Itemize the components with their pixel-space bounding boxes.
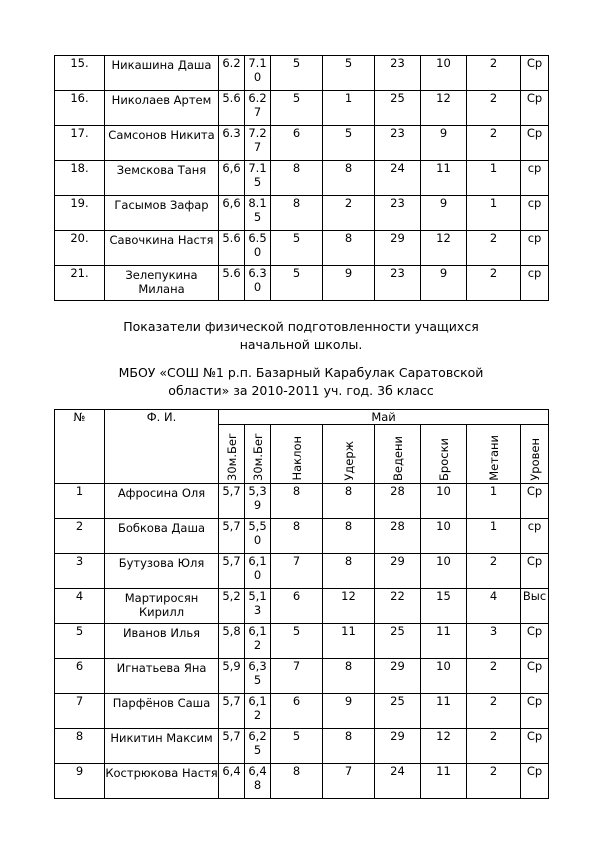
throwing-cell: 2 <box>467 126 521 161</box>
level-cell: ср <box>521 266 549 301</box>
row-number-cell: 4 <box>55 589 105 624</box>
level-cell: Ср <box>521 554 549 589</box>
throws-cell: 12 <box>421 91 467 126</box>
throws-cell: 11 <box>421 694 467 729</box>
hold-cell: 5 <box>323 56 375 91</box>
hold-cell: 8 <box>323 161 375 196</box>
forward-bend-cell: 5 <box>271 729 323 764</box>
student-name-cell: Гасымов Зафар <box>105 196 219 231</box>
row-number-cell: 5 <box>55 624 105 659</box>
run-30m-1-cell: 5,8 <box>219 624 245 659</box>
throwing-cell: 1 <box>467 519 521 554</box>
throws-cell: 9 <box>421 126 467 161</box>
report-title-line-1: Показатели физической подготовленности учащихся <box>123 319 479 334</box>
header-test-label: Метани <box>486 435 501 481</box>
row-number-cell: 2 <box>55 519 105 554</box>
table-row <box>55 91 549 126</box>
run-30m-2-cell: 5,50 <box>245 519 271 554</box>
row-number-cell: 6 <box>55 659 105 694</box>
hold-cell: 11 <box>323 624 375 659</box>
throwing-cell: 2 <box>467 266 521 301</box>
student-name-cell: Земскова Таня <box>105 161 219 196</box>
table-row <box>55 196 549 231</box>
row-number-cell: 7 <box>55 694 105 729</box>
throwing-cell: 2 <box>467 659 521 694</box>
dribble-cell: 23 <box>375 196 421 231</box>
dribble-cell: 28 <box>375 519 421 554</box>
throws-cell: 10 <box>421 519 467 554</box>
throws-cell: 10 <box>421 56 467 91</box>
fitness-results-table <box>54 409 549 799</box>
dribble-cell: 25 <box>375 91 421 126</box>
forward-bend-cell: 5 <box>271 266 323 301</box>
header-test-column <box>219 425 245 484</box>
table-row <box>55 659 549 694</box>
level-cell: Ср <box>521 624 549 659</box>
run-30m-2-cell: 7.27 <box>245 126 271 161</box>
run-30m-2-cell: 6.27 <box>245 91 271 126</box>
row-number-cell: 3 <box>55 554 105 589</box>
throws-cell: 12 <box>421 729 467 764</box>
dribble-cell: 23 <box>375 126 421 161</box>
dribble-cell: 25 <box>375 624 421 659</box>
header-number: № <box>55 410 105 484</box>
throws-cell: 11 <box>421 624 467 659</box>
level-cell: ср <box>521 161 549 196</box>
header-test-column <box>245 425 271 484</box>
results-table-continued-body <box>55 56 549 301</box>
row-number-cell: 15. <box>55 56 105 91</box>
level-cell: Ср <box>521 764 549 799</box>
student-name-cell: Бутузова Юля <box>105 554 219 589</box>
hold-cell: 8 <box>323 659 375 694</box>
throwing-cell: 1 <box>467 161 521 196</box>
student-name-cell: Иванов Илья <box>105 624 219 659</box>
throwing-cell: 2 <box>467 764 521 799</box>
forward-bend-cell: 6 <box>271 694 323 729</box>
throws-cell: 9 <box>421 266 467 301</box>
level-cell: Ср <box>521 484 549 519</box>
run-30m-2-cell: 7.10 <box>245 56 271 91</box>
header-test-label: Броски <box>436 438 451 481</box>
level-cell: Выс <box>521 589 549 624</box>
run-30m-2-cell: 6.30 <box>245 266 271 301</box>
hold-cell: 7 <box>323 764 375 799</box>
hold-cell: 9 <box>323 266 375 301</box>
run-30m-2-cell: 6,12 <box>245 694 271 729</box>
throwing-cell: 3 <box>467 624 521 659</box>
header-test-column <box>271 425 323 484</box>
header-test-label: Наклон <box>289 436 304 481</box>
header-test-column <box>467 425 521 484</box>
row-number-cell: 21. <box>55 266 105 301</box>
throwing-cell: 2 <box>467 729 521 764</box>
throwing-cell: 4 <box>467 589 521 624</box>
run-30m-2-cell: 6,25 <box>245 729 271 764</box>
row-number-cell: 8 <box>55 729 105 764</box>
throws-cell: 9 <box>421 196 467 231</box>
level-cell: Ср <box>521 91 549 126</box>
hold-cell: 9 <box>323 694 375 729</box>
dribble-cell: 28 <box>375 484 421 519</box>
row-number-cell: 17. <box>55 126 105 161</box>
forward-bend-cell: 8 <box>271 161 323 196</box>
student-name-cell: Никитин Максим <box>105 729 219 764</box>
hold-cell: 12 <box>323 589 375 624</box>
forward-bend-cell: 8 <box>271 519 323 554</box>
table-row <box>55 484 549 519</box>
run-30m-1-cell: 5,2 <box>219 589 245 624</box>
run-30m-2-cell: 6,48 <box>245 764 271 799</box>
table-row <box>55 554 549 589</box>
table-row <box>55 589 549 624</box>
student-name-cell: Афросина Оля <box>105 484 219 519</box>
throws-cell: 10 <box>421 554 467 589</box>
forward-bend-cell: 5 <box>271 231 323 266</box>
hold-cell: 8 <box>323 231 375 266</box>
level-cell: Ср <box>521 126 549 161</box>
throws-cell: 11 <box>421 161 467 196</box>
level-cell: Ср <box>521 659 549 694</box>
level-cell: Ср <box>521 56 549 91</box>
header-test-label: Ведени <box>390 436 405 481</box>
run-30m-1-cell: 6.2 <box>219 56 245 91</box>
level-cell: ср <box>521 196 549 231</box>
student-name-cell: Парфёнов Саша <box>105 694 219 729</box>
table-row <box>55 729 549 764</box>
row-number-cell: 18. <box>55 161 105 196</box>
table-row <box>55 519 549 554</box>
student-name-cell: Николаев Артем <box>105 91 219 126</box>
report-title-line-2: начальной школы. <box>239 337 363 352</box>
student-name-cell: Мартиросян Кирилл <box>105 589 219 624</box>
student-name-cell: Никашина Даша <box>105 56 219 91</box>
student-name-cell: Савочкина Настя <box>105 231 219 266</box>
run-30m-1-cell: 6.3 <box>219 126 245 161</box>
table-row <box>55 56 549 91</box>
run-30m-2-cell: 8.15 <box>245 196 271 231</box>
run-30m-1-cell: 5.6 <box>219 266 245 301</box>
dribble-cell: 23 <box>375 266 421 301</box>
throwing-cell: 2 <box>467 56 521 91</box>
forward-bend-cell: 5 <box>271 624 323 659</box>
dribble-cell: 24 <box>375 161 421 196</box>
throws-cell: 10 <box>421 659 467 694</box>
row-number-cell: 16. <box>55 91 105 126</box>
student-name-cell: Игнатьева Яна <box>105 659 219 694</box>
run-30m-1-cell: 5,7 <box>219 694 245 729</box>
fitness-results-table-body <box>55 484 549 799</box>
row-number-cell: 20. <box>55 231 105 266</box>
run-30m-2-cell: 5,39 <box>245 484 271 519</box>
forward-bend-cell: 8 <box>271 196 323 231</box>
run-30m-2-cell: 7.15 <box>245 161 271 196</box>
header-test-column <box>323 425 375 484</box>
run-30m-1-cell: 5,7 <box>219 729 245 764</box>
run-30m-1-cell: 5.6 <box>219 231 245 266</box>
level-cell: Ср <box>521 694 549 729</box>
throwing-cell: 2 <box>467 554 521 589</box>
dribble-cell: 29 <box>375 659 421 694</box>
header-test-column <box>421 425 467 484</box>
level-cell: ср <box>521 519 549 554</box>
results-table-continued <box>54 55 549 301</box>
student-name-cell: Самсонов Никита <box>105 126 219 161</box>
throws-cell: 11 <box>421 764 467 799</box>
run-30m-1-cell: 5.6 <box>219 91 245 126</box>
hold-cell: 8 <box>323 519 375 554</box>
run-30m-1-cell: 6,4 <box>219 764 245 799</box>
hold-cell: 8 <box>323 484 375 519</box>
table-row <box>55 126 549 161</box>
dribble-cell: 29 <box>375 729 421 764</box>
forward-bend-cell: 8 <box>271 484 323 519</box>
throwing-cell: 2 <box>467 91 521 126</box>
run-30m-1-cell: 6,6 <box>219 161 245 196</box>
run-30m-1-cell: 5,7 <box>219 519 245 554</box>
run-30m-2-cell: 6.50 <box>245 231 271 266</box>
header-test-column <box>375 425 421 484</box>
table-row <box>55 161 549 196</box>
throws-cell: 15 <box>421 589 467 624</box>
student-name-cell: Зелепукина Милана <box>105 266 219 301</box>
run-30m-1-cell: 5,7 <box>219 554 245 589</box>
row-number-cell: 19. <box>55 196 105 231</box>
run-30m-2-cell: 6,12 <box>245 624 271 659</box>
forward-bend-cell: 7 <box>271 659 323 694</box>
report-subtitle-line-1: МБОУ «СОШ №1 р.п. Базарный Карабулак Саратовской <box>118 365 484 380</box>
forward-bend-cell: 6 <box>271 126 323 161</box>
dribble-cell: 29 <box>375 554 421 589</box>
hold-cell: 1 <box>323 91 375 126</box>
throwing-cell: 2 <box>467 694 521 729</box>
table-row <box>55 624 549 659</box>
dribble-cell: 24 <box>375 764 421 799</box>
level-cell: Ср <box>521 729 549 764</box>
student-name-cell: Бобкова Даша <box>105 519 219 554</box>
level-cell: ср <box>521 231 549 266</box>
header-test-column <box>521 425 549 484</box>
hold-cell: 2 <box>323 196 375 231</box>
run-30m-1-cell: 6,6 <box>219 196 245 231</box>
hold-cell: 8 <box>323 729 375 764</box>
dribble-cell: 23 <box>375 56 421 91</box>
hold-cell: 5 <box>323 126 375 161</box>
throwing-cell: 2 <box>467 231 521 266</box>
forward-bend-cell: 5 <box>271 56 323 91</box>
header-test-label: 30м.Бег <box>250 433 265 481</box>
run-30m-2-cell: 6,10 <box>245 554 271 589</box>
header-month: Май <box>219 410 549 425</box>
run-30m-1-cell: 5,9 <box>219 659 245 694</box>
table-row <box>55 266 549 301</box>
hold-cell: 8 <box>323 554 375 589</box>
report-subtitle-line-2: области» за 2010-2011 уч. год. 3б класс <box>168 383 434 398</box>
dribble-cell: 25 <box>375 694 421 729</box>
throwing-cell: 1 <box>467 196 521 231</box>
row-number-cell: 1 <box>55 484 105 519</box>
header-test-label: 30м.Бег <box>224 433 239 481</box>
header-name: Ф. И. <box>105 410 219 484</box>
student-name-cell: Кострюкова Настя <box>105 764 219 799</box>
table-row <box>55 694 549 729</box>
forward-bend-cell: 8 <box>271 764 323 799</box>
header-test-label: Удерж <box>341 441 356 481</box>
run-30m-2-cell: 5,13 <box>245 589 271 624</box>
run-30m-1-cell: 5,7 <box>219 484 245 519</box>
forward-bend-cell: 7 <box>271 554 323 589</box>
table-row <box>55 764 549 799</box>
throws-cell: 12 <box>421 231 467 266</box>
row-number-cell: 9 <box>55 764 105 799</box>
throws-cell: 10 <box>421 484 467 519</box>
table-row <box>55 231 549 266</box>
forward-bend-cell: 6 <box>271 589 323 624</box>
dribble-cell: 22 <box>375 589 421 624</box>
header-test-label: Уровен <box>527 438 542 481</box>
run-30m-2-cell: 6,35 <box>245 659 271 694</box>
throwing-cell: 1 <box>467 484 521 519</box>
dribble-cell: 29 <box>375 231 421 266</box>
forward-bend-cell: 5 <box>271 91 323 126</box>
